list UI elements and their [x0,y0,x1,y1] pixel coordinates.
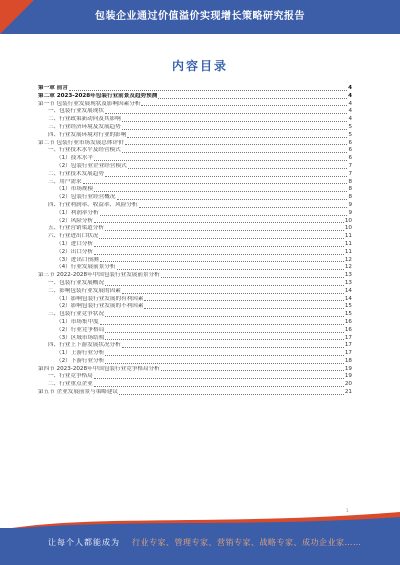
toc-entry[interactable] [38,327,352,335]
toc-entry[interactable] [38,233,352,241]
toc-entry[interactable] [38,350,352,358]
toc-entry-text: 四、行业上下游发展状况分析 [48,342,121,349]
toc-leader-dots [69,90,347,91]
toc-entry-page: 11 [344,248,352,255]
toc-leader-dots [161,370,344,371]
toc-entry[interactable] [38,249,352,257]
table-of-contents [38,85,352,397]
page-number: 1 [346,508,349,513]
footer-tags: 行业专家、管理专家、营销专家、战略专家、成功企业家…… [132,538,362,547]
toc-entry-text: 二、影响包装行业发展的因素 [48,287,121,294]
toc-leader-dots [122,152,348,153]
document-title: 包装企业通过价值溢价实现增长策略研究报告 [95,11,305,22]
toc-entry-text: 第三节 2022-2028年中国包装行业发展前景分析 [38,272,160,279]
toc-leader-dots [122,293,344,294]
toc-entry-page: 21 [344,389,352,396]
toc-entry-text: （1）影响包装行业发展的有利因素 [56,295,144,302]
toc-entry[interactable] [38,179,352,187]
toc-entry[interactable] [38,116,352,124]
toc-entry[interactable] [38,342,352,350]
toc-entry-page: 8 [348,178,352,185]
toc-leader-dots [94,386,344,387]
toc-entry-text: 三、包装行业竞争状况 [48,311,104,318]
toc-entry[interactable] [38,358,352,366]
toc-leader-dots [94,378,344,379]
toc-entry[interactable] [38,202,352,210]
toc-entry-text: 一、行业竞争格局 [48,373,93,380]
toc-leader-dots [105,339,344,340]
toc-entry-page: 6 [348,155,352,162]
toc-entry-text: 二、行业技术发展趋势 [48,170,104,177]
toc-entry-page: 4 [348,100,352,107]
toc-leader-dots [105,113,347,114]
toc-entry[interactable] [38,155,352,163]
toc-entry[interactable] [38,257,352,265]
toc-leader-dots [144,300,343,301]
toc-entry-text: （1）利润率分析 [56,209,99,216]
toc-entry-text: 第一节 包装行业发展现状及影响因素分析 [38,100,141,107]
toc-entry-text: 五、行业营销渠道分析 [48,225,104,232]
toc-entry-page: 16 [344,318,352,325]
toc-leader-dots [100,261,344,262]
toc-entry-text: （1）市场规模 [56,186,94,193]
toc-entry[interactable] [38,108,352,116]
toc-entry-page: 4 [348,92,352,99]
toc-entry[interactable] [38,218,352,226]
toc-entry-text: （1）进口分析 [56,240,94,247]
toc-leader-dots [94,191,347,192]
toc-entry-page: 5 [348,123,352,130]
toc-entry[interactable] [38,194,352,202]
toc-entry-page: 10 [344,225,352,232]
toc-leader-dots [122,121,348,122]
toc-entry-text: （2）出口分析 [56,248,94,255]
toc-entry[interactable] [38,93,352,101]
toc-leader-dots [117,269,344,270]
toc-entry-text: 第二节 包装行业市场发展总体评价 [38,139,124,146]
toc-entry[interactable] [38,241,352,249]
toc-entry[interactable] [38,140,352,148]
toc-entry-text: （2）下游行业分析 [56,357,105,364]
toc-leader-dots [94,160,347,161]
toc-entry-page: 9 [348,201,352,208]
toc-leader-dots [117,199,348,200]
toc-leader-dots [105,176,347,177]
toc-entry-text: （2）包装行业经营概况 [56,194,116,201]
toc-entry-text: （1）市场集中度 [56,318,99,325]
toc-entry-text: 二、行业重点企业 [48,381,93,388]
toc-entry-page: 14 [344,295,352,302]
toc-leader-dots [139,207,348,208]
toc-entry-text: （1）上游行业分析 [56,350,105,357]
toc-entry-page: 17 [344,350,352,357]
toc-entry-page: 6 [348,139,352,146]
toc-entry-text: （3）区域市场结构 [56,334,105,341]
toc-leader-dots [94,254,344,255]
toc-entry-text: 四、行业发展环境对行业的影响 [48,131,127,138]
toc-entry-text: （2）影响包装行业发展的不利因素 [56,303,144,310]
toc-leader-dots [128,168,348,169]
toc-entry-page: 7 [348,162,352,169]
toc-entry-page: 7 [348,170,352,177]
toc-entry[interactable] [38,272,352,280]
toc-entry[interactable] [38,288,352,296]
toc-entry-page: 11 [344,233,352,240]
toc-leader-dots [119,394,344,395]
toc-entry-page: 20 [344,381,352,388]
toc-entry-text: 第一章 前言 [38,85,68,91]
toc-entry-page: 5 [348,131,352,138]
toc-entry-page: 12 [344,256,352,263]
toc-entry-text: （4）行业发展前景分析 [56,264,116,271]
toc-entry-page: 4 [348,108,352,115]
toc-leader-dots [105,363,344,364]
toc-heading: 内容目录 [171,59,228,73]
toc-leader-dots [158,98,347,99]
toc-entry-page: 4 [348,85,352,91]
toc-entry[interactable] [38,373,352,381]
toc-entry[interactable] [38,186,352,194]
toc-leader-dots [100,324,344,325]
footer-slogan: 让每个人都能成为 [48,538,120,547]
toc-entry-page: 15 [344,303,352,310]
toc-entry[interactable] [38,296,352,304]
toc-entry[interactable] [38,225,352,233]
toc-entry-page: 15 [344,311,352,318]
toc-leader-dots [105,230,344,231]
toc-entry[interactable] [38,147,352,155]
toc-entry-page: 12 [344,264,352,271]
toc-leader-dots [161,277,344,278]
toc-entry-text: （2）包装行业企业经营模式 [56,162,127,169]
toc-entry-page: 6 [348,147,352,154]
toc-leader-dots [125,144,348,145]
toc-entry-text: 第五节 企业发展前景与策略建议 [38,389,119,396]
toc-entry-text: 四、行业利润率、收益率、风险分析 [48,201,138,208]
toc-entry-page: 18 [344,357,352,364]
toc-leader-dots [105,332,344,333]
toc-entry-page: 13 [344,272,352,279]
toc-entry-page: 14 [344,287,352,294]
toc-entry[interactable] [38,124,352,132]
toc-leader-dots [144,308,343,309]
toc-entry-text: 第二章 2023-2028年包装行业前景及趋势预测 [38,92,158,99]
toc-entry-text: 三、用户需求 [48,178,82,185]
toc-entry-text: （2）行业竞争格局 [56,326,105,333]
toc-entry-page: 17 [344,342,352,349]
toc-entry[interactable] [38,319,352,327]
toc-entry[interactable] [38,303,352,311]
toc-entry[interactable] [38,101,352,109]
toc-entry-text: （3）进出口预测 [56,256,99,263]
toc-entry-text: 一、包装行业发展概况 [48,279,104,286]
toc-entry-page: 4 [348,116,352,123]
toc-entry-text: 二、行业政策新动向及其影响 [48,116,121,123]
toc-entry[interactable] [38,132,352,140]
toc-leader-dots [100,215,348,216]
toc-leader-dots [99,238,344,239]
toc-entry-page: 11 [344,240,352,247]
toc-entry[interactable] [38,280,352,288]
toc-entry-text: 三、行业经济环境及发展趋势 [48,123,121,130]
toc-entry-page: 13 [344,279,352,286]
toc-entry-text: （2）风险分析 [56,217,94,224]
toc-entry-text: 六、行业进出口状况 [48,233,99,240]
toc-entry[interactable] [38,171,352,179]
toc-leader-dots [105,355,344,356]
toc-leader-dots [83,183,348,184]
toc-entry-text: 第四节 2023-2028年中国包装行业竞争格局分析 [38,365,160,372]
toc-entry-page: 8 [348,194,352,201]
toc-entry[interactable] [38,85,352,93]
toc-entry[interactable] [38,366,352,374]
toc-leader-dots [122,347,344,348]
toc-entry[interactable] [38,381,352,389]
toc-entry[interactable] [38,163,352,171]
toc-leader-dots [94,246,344,247]
toc-entry-page: 10 [344,217,352,224]
toc-entry[interactable] [38,335,352,343]
toc-entry-page: 19 [344,373,352,380]
toc-leader-dots [141,105,347,106]
toc-entry[interactable] [38,210,352,218]
toc-entry-page: 16 [344,326,352,333]
toc-leader-dots [127,137,347,138]
toc-entry-text: 一、行业技术水平及经营模式 [48,147,121,154]
toc-entry[interactable] [38,264,352,272]
toc-entry[interactable] [38,311,352,319]
toc-entry-text: （1）技术水平 [56,155,94,162]
toc-entry-page: 8 [348,186,352,193]
toc-entry-page: 17 [344,334,352,341]
toc-entry-text: 一、包装行业发展现状 [48,108,104,115]
toc-leader-dots [105,316,344,317]
toc-entry-page: 19 [344,365,352,372]
toc-entry[interactable] [38,389,352,397]
toc-entry-page: 9 [348,209,352,216]
toc-leader-dots [122,129,348,130]
toc-leader-dots [94,222,344,223]
toc-leader-dots [105,285,344,286]
